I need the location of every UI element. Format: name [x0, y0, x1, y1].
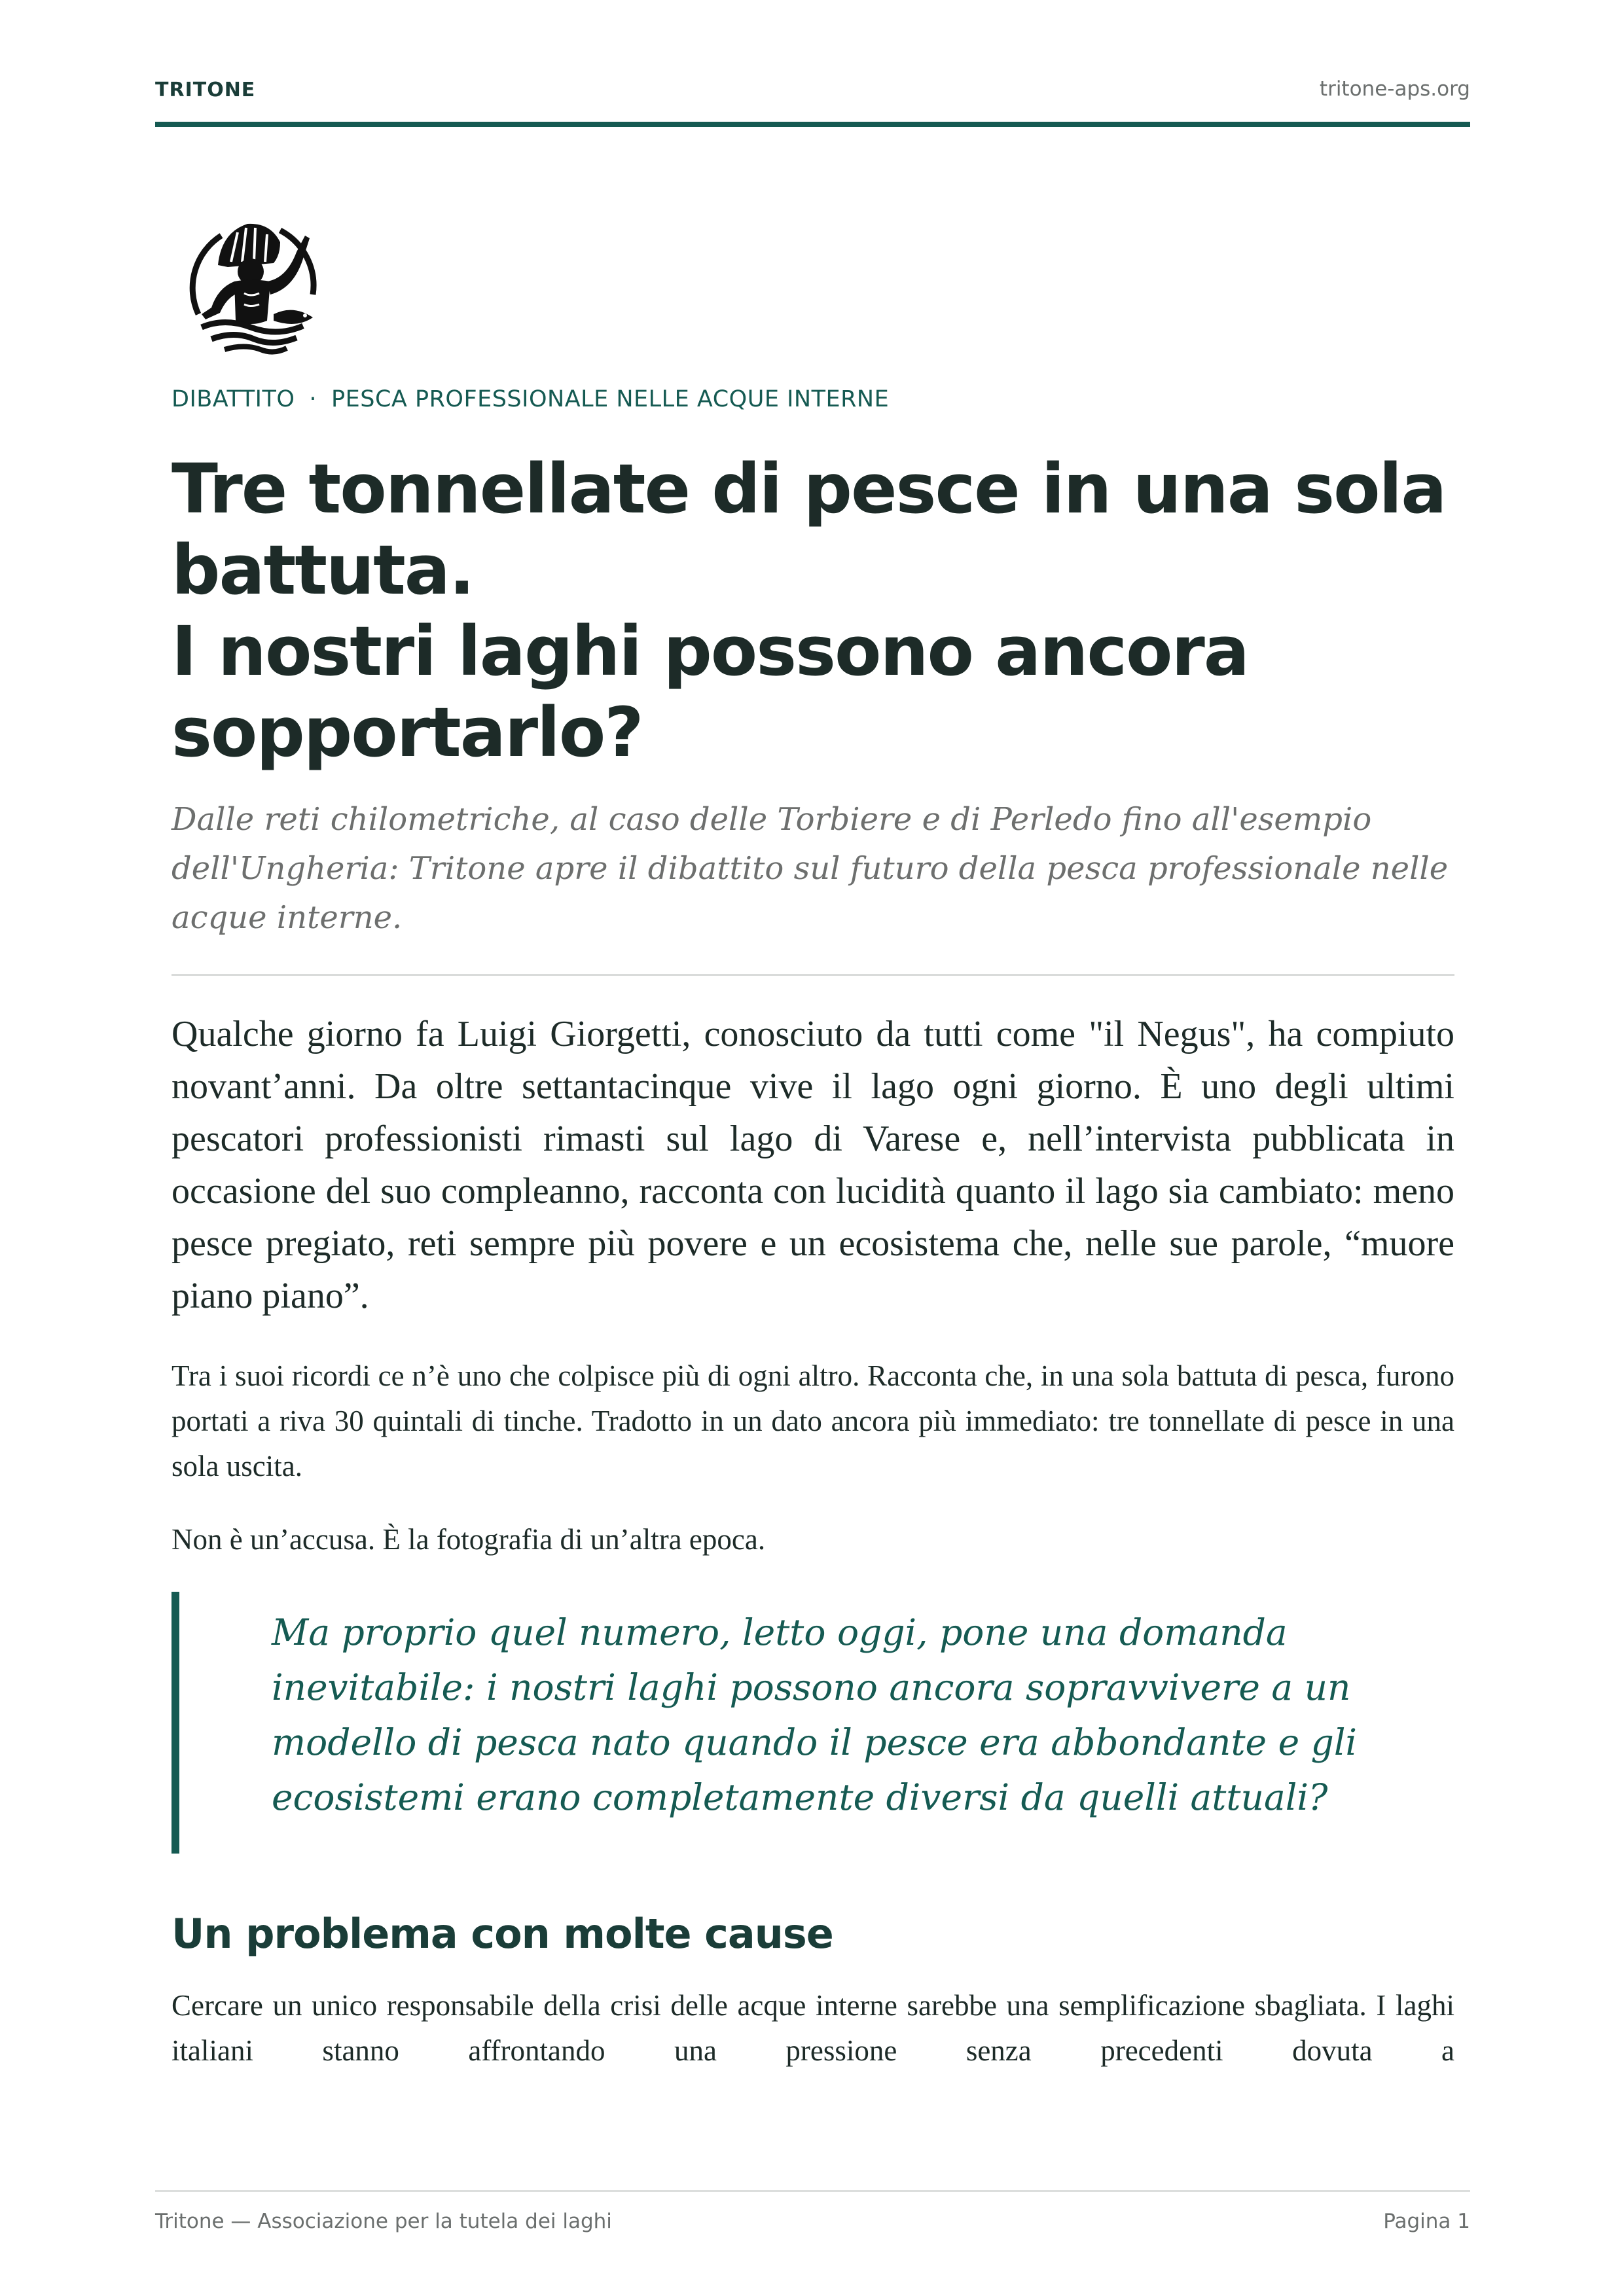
pull-quote	[171, 1592, 1454, 1854]
footer-organization: Tritone — Associazione per la tutela dei laghi	[155, 2210, 612, 2233]
title-line-1: Tre tonnellate di pesce in una sola battuta.	[171, 449, 1446, 610]
footer-rule	[155, 2190, 1470, 2192]
lead-paragraph: Qualche giorno fa Luigi Giorgetti, conosciuto da tutti come "il Negus", ha compiuto novant’anni. Da oltre settantacinque vive il lago ogni giorno. È uno degli ultimi pescatori professionisti rimasti sul lago di Varese e, nell’intervista pubblicata in occasione del suo compleanno, racconta con lucidità quanto il lago sia cambiato: meno pesce pregiato, reti sempre più povere e un ecosistema che, nelle sue parole, “muore piano piano”.	[171, 1014, 1454, 1316]
header-site-url[interactable]: tritone-aps.org	[1319, 77, 1470, 101]
triton-logo-icon	[182, 216, 323, 357]
kicker-topic: PESCA PROFESSIONALE NELLE ACQUE INTERNE	[331, 386, 890, 412]
article-kicker	[171, 386, 889, 412]
quote-bar	[171, 1592, 179, 1854]
section-divider	[171, 974, 1454, 976]
body-paragraph-2: Tra i suoi ricordi ce n’è uno che colpisce più di ogni altro. Racconta che, in una sola battuta di pesca, furono portati a riva 30 quintali di tinche. Tradotto in un dato ancora più immediato: tre tonnellate di pesce in una sola uscita.	[171, 1359, 1454, 1482]
title-line-2: I nostri laghi possono ancora sopportarlo?	[171, 611, 1248, 772]
quote-text: Ma proprio quel numero, letto oggi, pone una domanda inevitabile: i nostri laghi possono ancora sopravvivere a un modello di pesca nato quando il pesce era abbondante e gli ecosistemi erano completamente diversi da quelli attuali?	[272, 1611, 1358, 1818]
body-paragraph-4: Cercare un unico responsabile della crisi delle acque interne sarebbe una semplificazione sbagliata. I laghi italiani stanno affrontando una pressione senza precedenti dovuta a	[171, 1989, 1454, 2067]
section-heading: Un problema con molte cause	[171, 1910, 833, 1958]
header-brand: TRITONE	[155, 79, 256, 101]
running-header	[155, 77, 1470, 127]
kicker-separator: ·	[309, 386, 317, 412]
running-footer	[155, 2190, 1470, 2236]
footer-page-number: Pagina 1	[1383, 2210, 1470, 2233]
header-rule	[155, 122, 1470, 127]
kicker-category: DIBATTITO	[171, 386, 295, 412]
article-subtitle: Dalle reti chilometriche, al caso delle Torbiere e di Perledo fino all'esempio dell'Ungheria: Tritone apre il dibattito sul futuro della pesca professionale nelle acque interne.	[171, 801, 1449, 936]
body-paragraph-3: Non è un’accusa. È la fotografia di un’altra epoca.	[171, 1523, 766, 1556]
article-title	[171, 448, 1481, 773]
